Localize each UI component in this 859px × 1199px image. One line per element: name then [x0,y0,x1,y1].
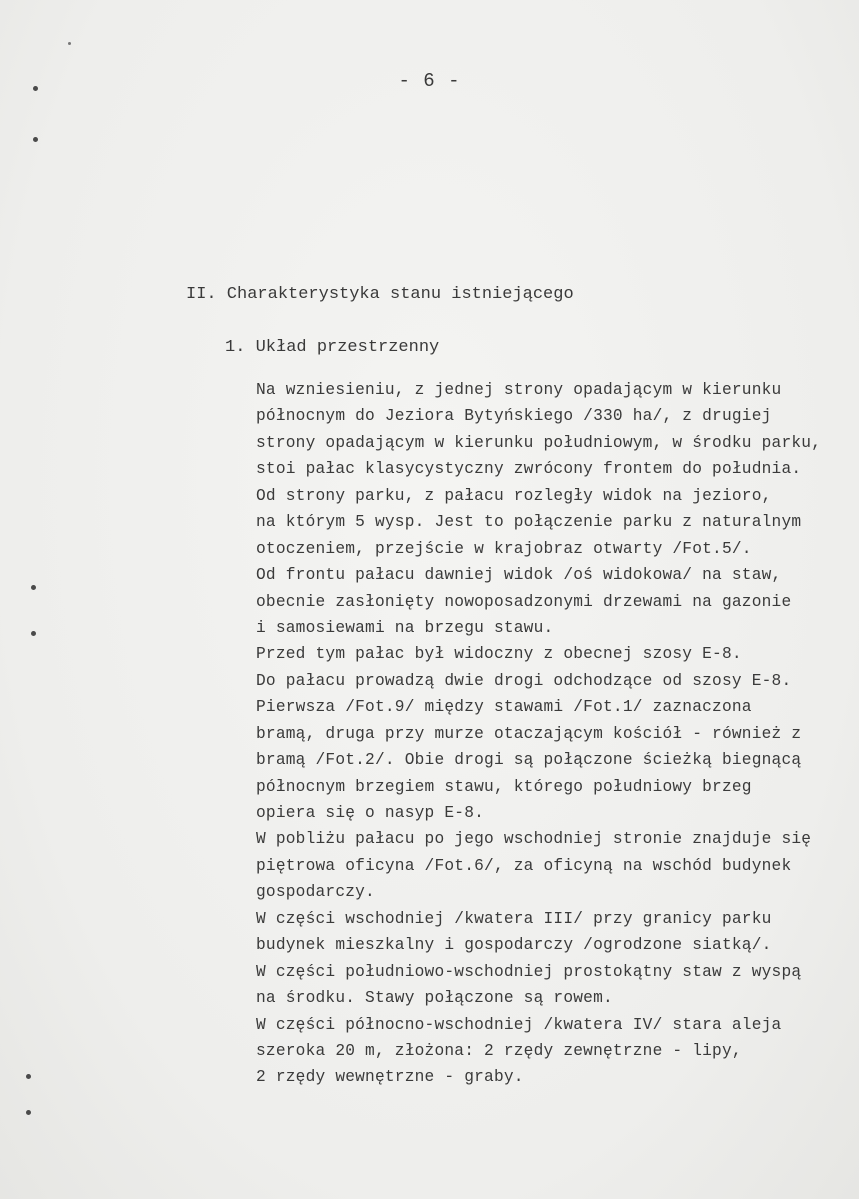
text-line: na którym 5 wysp. Jest to połączenie parku z naturalnym [256,513,802,532]
text-line: Od strony parku, z pałacu rozległy widok na jezioro, [256,486,772,505]
text-line: Na wzniesieniu, z jednej strony opadającym w kierunku [256,381,782,399]
punch-hole-mark [26,1074,31,1079]
text-line: szeroka 20 m, złożona: 2 rzędy zewnętrzne - lipy, [256,1041,742,1060]
text-line: piętrowa oficyna /Fot.6/, za oficyną na wschód budynek [256,856,792,875]
punch-hole-mark [31,585,36,590]
sub-heading: 1. Układ przestrzenny [225,338,440,357]
text-line: i samosiewami na brzegu stawu. [256,618,554,637]
text-line: W części północno-wschodniej /kwatera IV/ stara aleja [256,1015,782,1034]
punch-hole-mark [31,631,36,636]
text-line: północnym brzegiem stawu, którego południowy brzeg [256,777,752,796]
text-line: 2 rzędy wewnętrzne - graby. [256,1068,524,1087]
text-line: opiera się o nasyp E-8. [256,804,485,822]
text-line: Pierwsza /Fot.9/ między stawami /Fot.1/ zaznaczona [256,698,752,717]
punch-hole-mark [33,137,38,142]
text-line: Przed tym pałac był widoczny z obecnej szosy E-8. [256,645,742,664]
section-heading: II. Charakterystyka stanu istniejącego [186,285,574,304]
text-line: W pobliżu pałacu po jego wschodniej stronie znajduje się [256,830,812,849]
text-line: Od frontu pałacu dawniej widok /oś widokowa/ na staw, [256,566,782,585]
text-line: stoi pałac klasycystyczny zwrócony frontem do południa. [256,460,802,479]
punch-hole-mark [33,86,38,91]
body-paragraph [256,377,856,1091]
text-line: strony opadającym w kierunku południowym, w środku parku, [256,433,822,452]
text-line: bramą, druga przy murze otaczającym kościół - również z [256,724,802,743]
text-line: gospodarczy. [256,883,375,902]
punch-hole-mark [26,1110,31,1115]
text-line: W części wschodniej /kwatera III/ przy granicy parku [256,909,772,928]
text-line: Do pałacu prowadzą dwie drogi odchodzące od szosy E-8. [256,671,792,690]
text-line: bramą /Fot.2/. Obie drogi są połączone ścieżką biegnącą [256,751,802,770]
text-line: W części południowo-wschodniej prostokątny staw z wyspą [256,962,802,981]
text-line: obecnie zasłonięty nowoposadzonymi drzewami na gazonie [256,592,792,611]
page-number: - 6 - [398,70,461,92]
text-line: otoczeniem, przejście w krajobraz otwarty /Fot.5/. [256,539,752,558]
text-line: na środku. Stawy połączone są rowem. [256,989,613,1008]
text-line: północnym do Jeziora Bytyńskiego /330 ha/, z drugiej [256,407,772,426]
text-line: budynek mieszkalny i gospodarczy /ogrodzone siatką/. [256,936,772,955]
paper-speck [68,42,71,45]
